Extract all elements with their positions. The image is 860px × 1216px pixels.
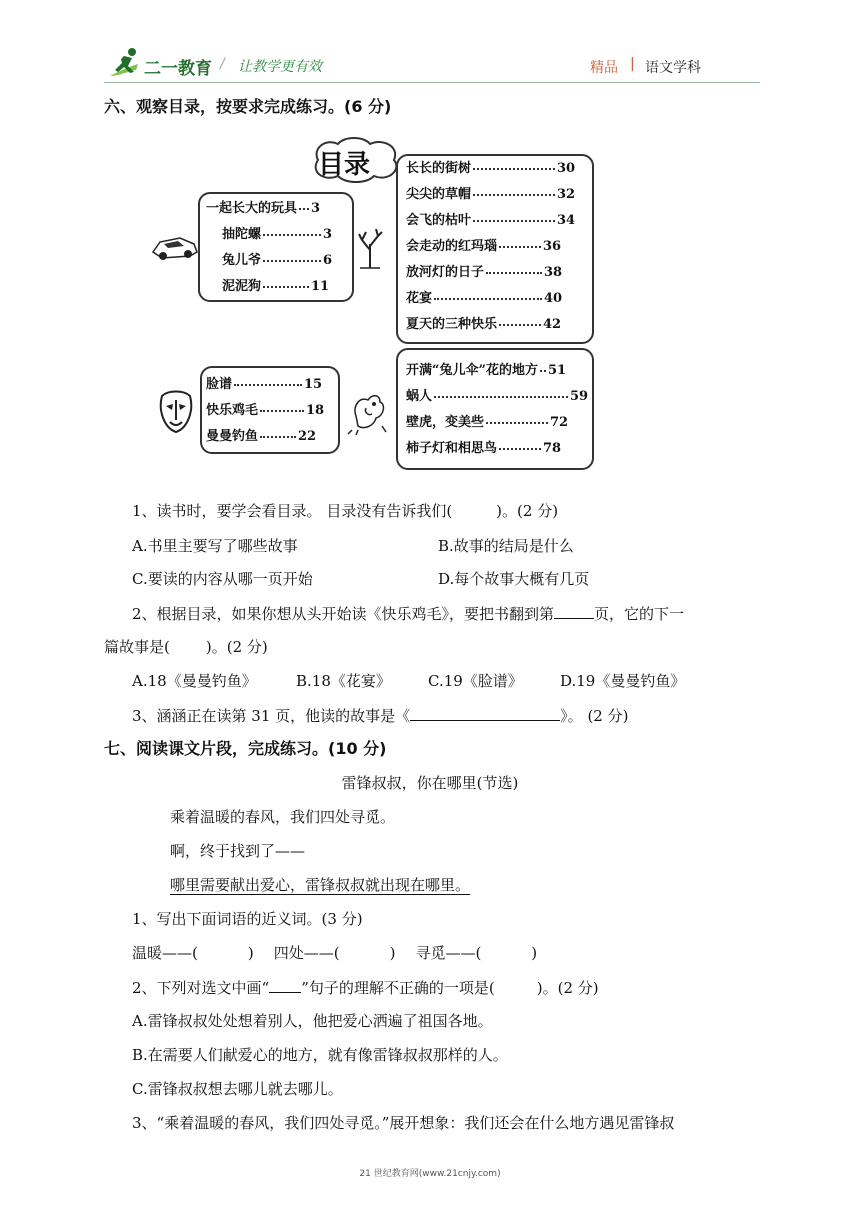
s7-q2-option-a: A.雷锋叔叔处处想着别人，他把爱心洒遍了祖国各地。 [132, 1012, 493, 1030]
runner-logo-icon [104, 46, 144, 80]
section6-title: 六、观察目录，按要求完成练习。(6 分) [104, 97, 392, 116]
s6-q2-option-b: B.18《花宴》 [296, 672, 391, 690]
toc-entry: 尖尖的草帽 32 [406, 187, 576, 202]
toc-entry: 长长的街树 30 [406, 161, 576, 176]
page-footer: 21 世纪教育网(www.21cnjy.com) [359, 1169, 501, 1179]
toc-entry: 泥泥狗 11 [222, 279, 330, 294]
answer-blank[interactable] [410, 704, 560, 721]
s6-q1-stem: 1、读书时，要学会看目录。 目录没有告诉我们( )。(2 分) [132, 502, 559, 520]
s7-q2-option-b: B.在需要人们献爱心的地方，就有像雷锋叔叔那样的人。 [132, 1046, 508, 1064]
header-slogan: 让教学更有效 [238, 59, 322, 75]
rooster-icon [346, 386, 390, 436]
toc-entry: 花宴 40 [406, 291, 563, 306]
s6-q1-option-d: D.每个故事大概有几页 [438, 570, 590, 588]
answer-blank[interactable] [554, 602, 594, 619]
toc-entry: 蜗人 59 [406, 389, 589, 404]
toc-entry: 柿子灯和相思鸟 78 [406, 441, 562, 456]
s6-q1-option-b: B.故事的结局是什么 [438, 537, 574, 555]
logo-text: 二一教育 [144, 59, 212, 79]
header-slash: / [220, 56, 225, 72]
header-rule [104, 82, 760, 83]
s7-q1-words: 温暖——( ) 四处——( ) 寻觅——( ) [132, 944, 538, 962]
section7-title: 七、阅读课文片段，完成练习。(10 分) [104, 739, 387, 758]
opera-mask-icon [158, 390, 194, 434]
passage-title: 雷锋叔叔，你在哪里(节选) [341, 774, 519, 792]
s6-q2-option-c: C.19《脸谱》 [428, 672, 523, 690]
toc-title: 目录 [318, 150, 371, 180]
toc-entry: 快乐鸡毛 18 [206, 403, 325, 418]
toc-entry: 曼曼钓鱼 22 [206, 429, 317, 444]
s7-q3-stem: 3、“乘着温暖的春风，我们四处寻觅。”展开想象：我们还会在什么地方遇见雷锋叔 [132, 1114, 675, 1132]
toc-figure [150, 134, 600, 480]
subject-label: 语文学科 [645, 60, 701, 76]
toc-entry: 兔儿爷 6 [222, 253, 333, 268]
toc-entry: 脸谱 15 [206, 377, 323, 392]
logo [104, 46, 254, 80]
passage-paragraph-3: 哪里需要献出爱心，雷锋叔叔就出现在哪里。 [170, 876, 471, 894]
passage-paragraph-2: 啊，终于找到了—— [170, 842, 306, 860]
brand-label: 精品 [590, 60, 618, 76]
s7-q2-stem: 2、下列对选文中画“ ”句子的理解不正确的一项是( )。(2 分) [132, 976, 599, 999]
s6-q1-option-c: C.要读的内容从哪一页开始 [132, 570, 313, 588]
s7-q2-option-c: C.雷锋叔叔想去哪儿就去哪儿。 [132, 1080, 343, 1098]
brand-separator: | [630, 56, 635, 72]
toc-entry: 会走动的红玛瑙 36 [406, 239, 562, 254]
toc-entry: 夏天的三种快乐 42 [406, 317, 562, 332]
passage-paragraph-1: 乘着温暖的春风，我们四处寻觅。 [170, 808, 396, 826]
s6-q2-option-a: A.18《曼曼钓鱼》 [132, 672, 257, 690]
s6-q2-option-d: D.19《曼曼钓鱼》 [560, 672, 686, 690]
toc-entry: 抽陀螺 3 [222, 227, 333, 242]
bare-tree-icon [356, 224, 384, 270]
toy-car-icon [150, 230, 200, 264]
toc-entry: 开满“兔儿伞”花的地方 51 [406, 363, 567, 378]
s6-q2-stem: 2、根据目录，如果你想从头开始读《快乐鸡毛》，要把书翻到第 页，它的下一 [132, 602, 684, 625]
s6-q2-stem-cont: 篇故事是( )。(2 分) [104, 638, 268, 656]
s6-q3-stem: 3、涵涵正在读第 31 页，他读的故事是《 》。 (2 分) [132, 704, 628, 727]
toc-entry: 放河灯的日子 38 [406, 265, 563, 280]
toc-entry: 一起长大的玩具 3 [206, 201, 321, 216]
toc-entry: 会飞的枯叶 34 [406, 213, 576, 228]
s7-q1-stem: 1、写出下面词语的近义词。(3 分) [132, 910, 363, 928]
s6-q1-option-a: A.书里主要写了哪些故事 [132, 537, 298, 555]
toc-entry: 壁虎，变美些 72 [406, 415, 569, 430]
